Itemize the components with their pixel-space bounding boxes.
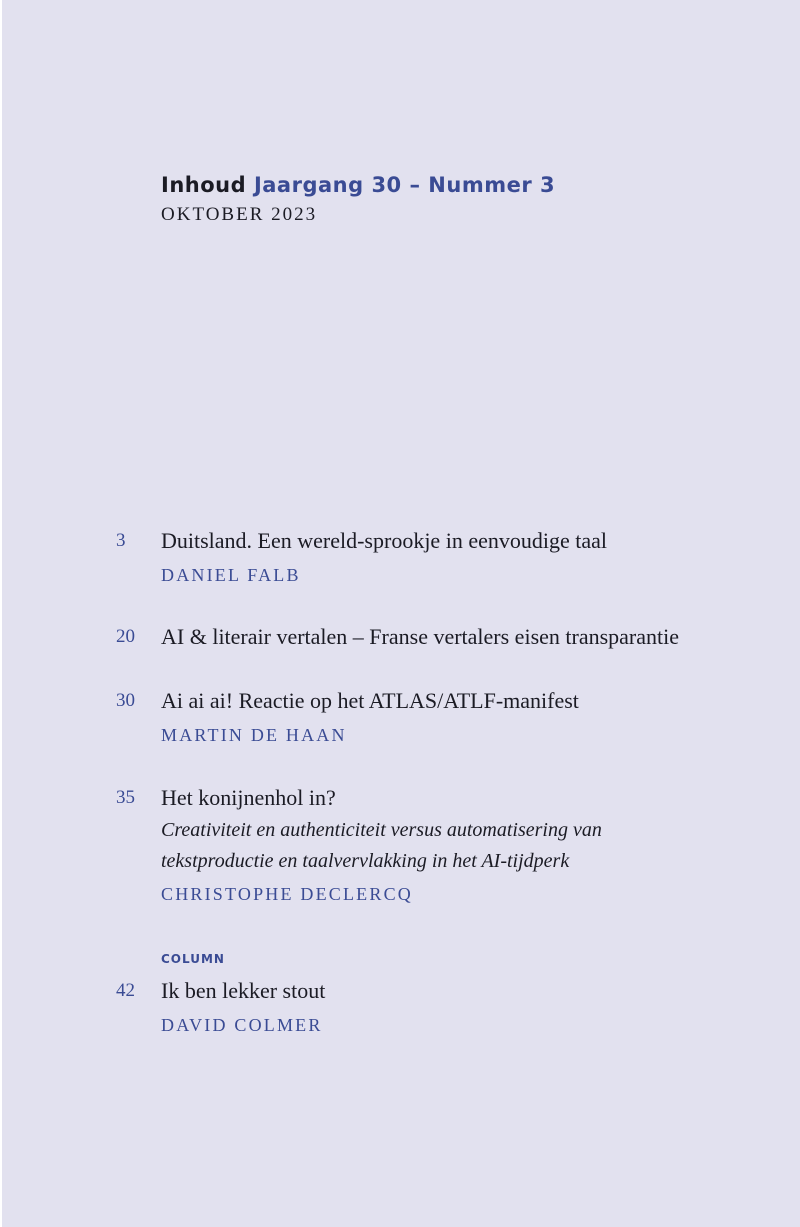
entry-title[interactable]: AI & literair vertalen – Franse vertalers eisen transparantie xyxy=(161,624,679,649)
page-number: 42 xyxy=(116,980,135,1001)
entry-author: CHRISTOPHE DECLERCQ xyxy=(161,884,413,904)
page-number: 30 xyxy=(116,690,135,711)
page-number: 3 xyxy=(116,530,126,551)
entry-title[interactable]: Ik ben lekker stout xyxy=(161,978,326,1003)
page-number: 35 xyxy=(116,787,135,808)
column-label: COLUMN xyxy=(161,952,225,966)
entry-title[interactable]: Het konijnenhol in? xyxy=(161,785,336,810)
page-edge xyxy=(0,0,2,1227)
entry-author: DAVID COLMER xyxy=(161,1015,323,1035)
inhoud-label: Inhoud xyxy=(161,173,247,197)
entry-title[interactable]: Duitsland. Een wereld-sprookje in eenvoudige taal xyxy=(161,528,607,553)
page-number: 20 xyxy=(116,626,135,647)
entry-title[interactable]: Ai ai ai! Reactie op het ATLAS/ATLF-manifest xyxy=(161,688,579,713)
entry-subtitle: tekstproductie en taalvervlakking in het AI-tijdperk xyxy=(161,850,570,872)
toc-header xyxy=(161,170,555,226)
issue-label: Jaargang 30 – Nummer 3 xyxy=(253,173,556,197)
entry-author: MARTIN DE HAAN xyxy=(161,725,347,745)
entry-author: DANIEL FALB xyxy=(161,565,301,585)
issue-date: OKTOBER 2023 xyxy=(161,204,318,225)
entry-subtitle: Creativiteit en authenticiteit versus automatisering van xyxy=(161,819,602,841)
toc-heading xyxy=(161,170,555,200)
